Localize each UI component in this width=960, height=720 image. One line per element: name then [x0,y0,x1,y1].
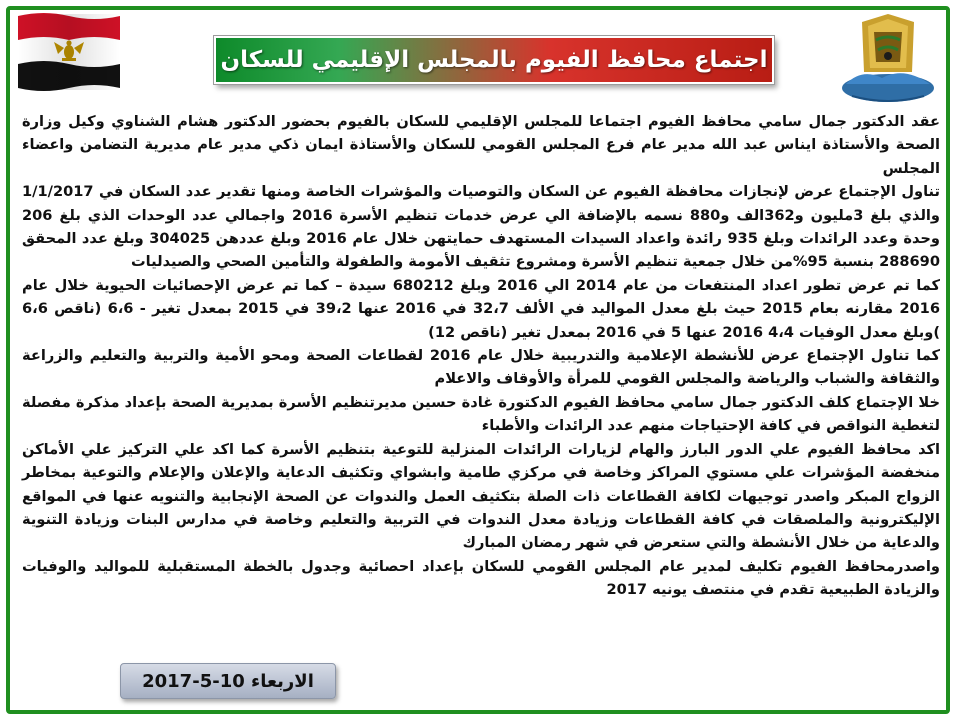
article-paragraph: اكد محافظ الفيوم علي الدور البارز والهام لزيارات الرائدات المنزلية للتوعية بتنظيم الأسرة كما اكد علي التركيز علي الأماكن منخفضة المؤشرات علي مستوي المراكز وخاصة في مركزي طامية وابشواي وتكثيف الدعاية والإعلان والإعلام والتوعية بمخاطر الزواج المبكر واصدر توجيهات لكافة القطاعات ذات الصلة بتكثيف العمل والندوات عن الصحة الإنجابية والتنويه عنها في المواقع الإليكترونية والملصقات في كافة القطاعات وزيادة معدل الندوات في التربية والتعليم وخاصة في مدارس البنات وزيادة التنوية والدعاية من خلال الأنشطة والتي ستعرض في شهر رمضان المبارك [22,440,940,552]
article-paragraph: كما تناول الإجتماع عرض للأنشطة الإعلامية والتدريبية خلال عام 2016 لقطاعات الصحة ومحو الأمية والتربية والتعليم والزراعة والثقافة والشباب والرياضة والمجلس القومي للمرأة والأوقاف والاعلام [22,347,940,388]
fayoum-governorate-logo [832,6,944,110]
article-paragraph: واصدرمحافظ الفيوم تكليف لمدير عام المجلس القومي للسكان بإعداد احصائية وجدول بالخطة المستقبلية للمواليد والوفيات والزيادة الطبيعية تقدم في منتصف يونيه 2017 [22,557,940,599]
page-title: اجتماع محافظ الفيوم بالمجلس الإقليمي للسكان [220,47,768,73]
article-paragraph: خلا الإجتماع كلف الدكتور جمال سامي محافظ الفيوم الدكتورة غادة حسين مديرتنظيم الأسرة بمديرية الصحة بإعداد مذكرة مفصلة لتغطية النواقص في كافة الإحتياجات منهم عدد الرائدات والأطباء [22,393,940,435]
article-paragraph: عقد الدكتور جمال سامي محافظ الفيوم اجتماعا للمجلس الإقليمي للسكان بالفيوم بحضور الدكتور هشام الشناوي وكيل وزارة الصحة والأستاذة ايناس عبد الله مدير عام فرع المجلس القومي للسكان والأستاذة ايمان ذكي مدير عام مديرية التضامن واعضاء المجلس [22,113,940,177]
article-paragraph: كما تم عرض تطور اعداد المنتفعات من عام 2014 الي 2016 وبلغ 680212 سيدة – كما تم عرض الإحصائيات الحيوية خلال عام 2016 مقارنه بعام 2015 حيث بلغ معدل المواليد في الألف 32،7 في 2016 عنها 39،2 في 2015 بمعدل تغير - 6،6 (ناقص 6،6 )وبلغ معدل الوفيات 4،4 2016 عنها 5 في 2016 بمعدل تغير (ناقص 12) [22,276,940,341]
article-body [22,110,940,602]
date-label: الاربعاء 10-5-2017 [142,670,314,692]
egypt-flag-icon [14,10,124,92]
date-badge [120,663,336,699]
article-paragraph: تناول الإجتماع عرض لإنجازات محافظة الفيوم عن السكان والتوصيات والمؤشرات الخاصة ومنها تقدير عدد السكان في 1/1/2017 والذي بلغ 3مليون و362الف و880 نسمه بالإضافة الي عرض خدمات تنظيم الأسرة 2016 واجمالي عدد الوحدات الذي بلغ 206 وحدة وعدد الرائدات وبلغ 935 رائدة واعداد السيدات المستهدف حمايتهن خلال عام 2016 وبلغ عددهن 304025 وبلغ عدد المحقق 288690 بنسبة 95%من خلال جمعية تنظيم الأسرة ومشروع تثقيف الأمومة والطفولة والتأمين الصحي والصيدليات [22,183,940,271]
title-banner [214,36,774,84]
